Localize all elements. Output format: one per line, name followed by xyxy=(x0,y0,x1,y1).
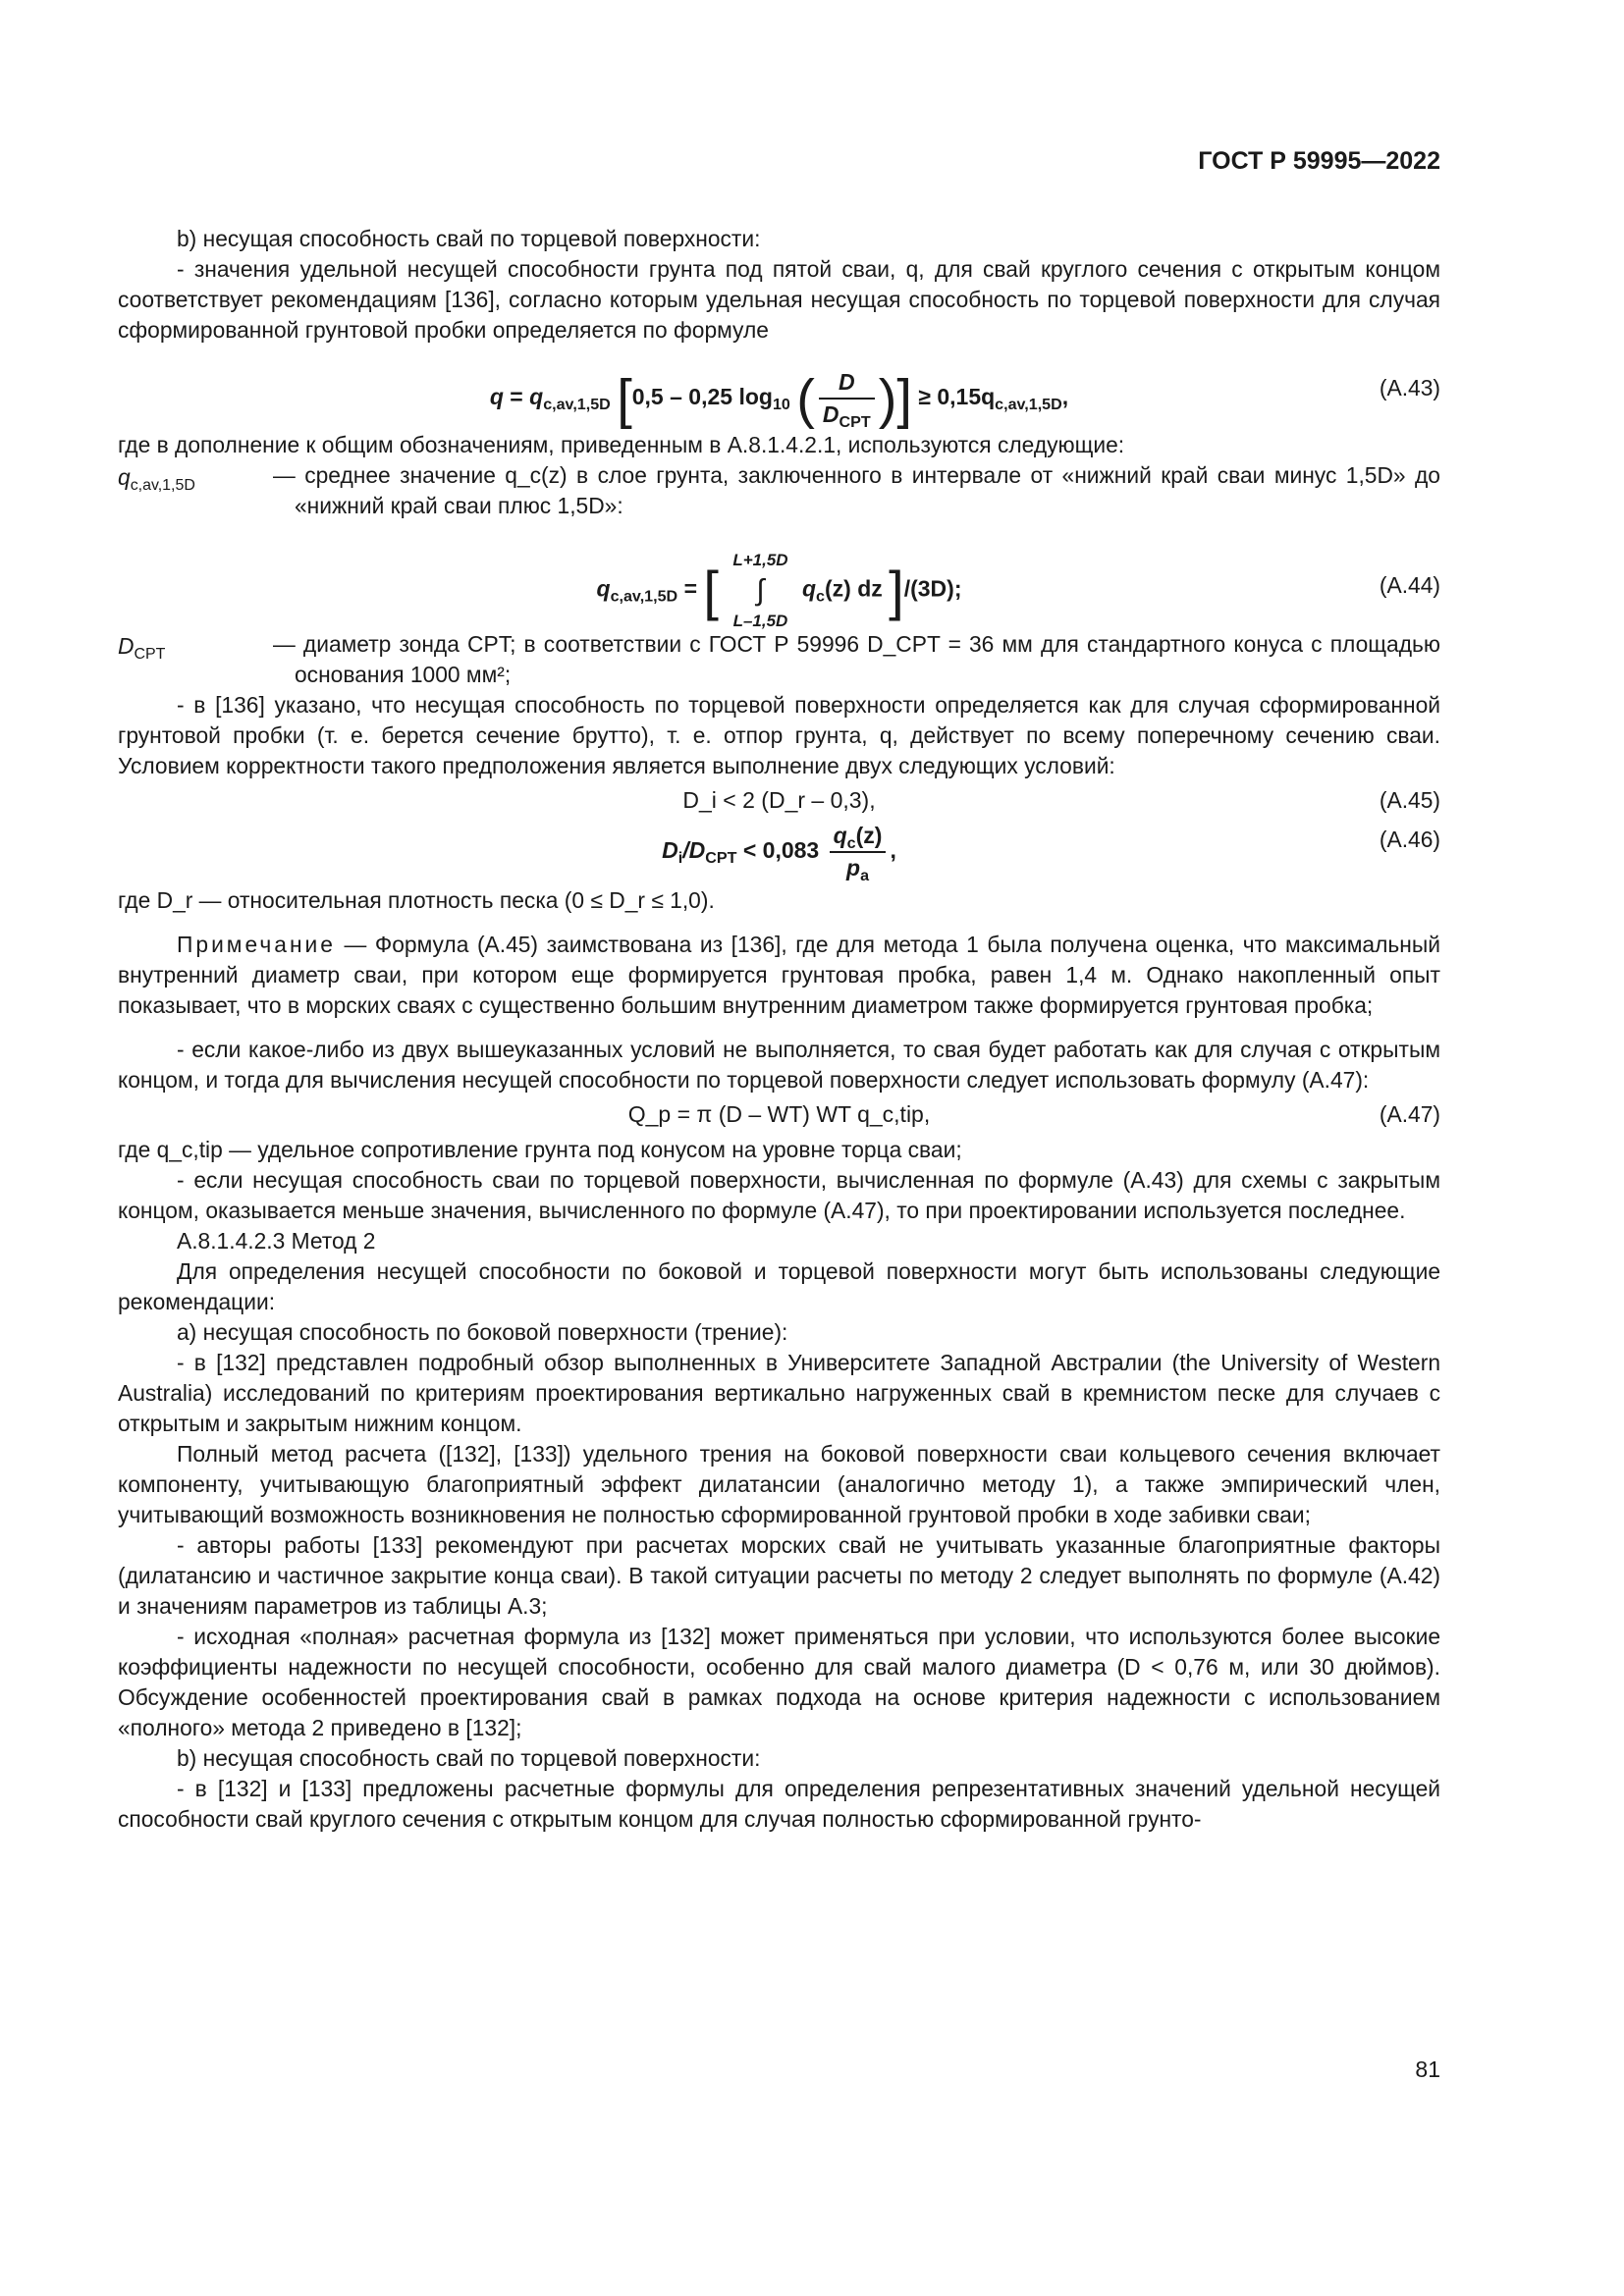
formula-expression: Q_p = π (D – WT) WT q_c,tip, xyxy=(627,1101,931,1127)
document-code-header: ГОСТ Р 59995—2022 xyxy=(1198,147,1440,175)
page-number: 81 xyxy=(1415,2056,1440,2082)
paragraph: - авторы работы [133] рекомендуют при расчетах морских свай не учитывать указанные благоприятные факторы (дилатансию и частичное закрытие конца сваи). В такой ситуации расчеты по методу 2 следует выполнять по формуле (А.42) и значениям параметров из таблицы А.3; xyxy=(118,1532,1440,1619)
paragraph: Полный метод расчета ([132], [133]) удельного трения на боковой поверхности сваи кольцевого сечения включает компоненту, учитывающую благоприятный эффект дилатансии (аналогично методу 1), а также эмпирический член, учитывающий возможность возникновения не полностью сформированной грунтовой пробки в ходе забивки сваи; xyxy=(118,1441,1440,1527)
note xyxy=(118,930,1440,1021)
paragraph: - в [132] представлен подробный обзор выполненных в Университете Западной Австралии (the University of Western Australia) исследований по критериям проектирования вертикально нагруженных свай в кремнистом песке для случаев с открытым и закрытым нижним концом. xyxy=(118,1350,1440,1436)
formula-a43 xyxy=(118,355,1440,431)
paragraph: где q_c,tip — удельное сопротивление грунта под конусом на уровне торца сваи; xyxy=(118,1137,962,1162)
formula-a46 xyxy=(118,821,1440,884)
paragraph: а) несущая способность по боковой поверхности (трение): xyxy=(177,1319,788,1345)
definition-symbol: $q_{c,av,1,5D}$ xyxy=(118,464,195,494)
paragraph: - если несущая способность сваи по торцевой поверхности, вычисленная по формуле (А.43) для схемы с закрытым концом, оказывается меньше значения, вычисленного по формуле (А.47), то при проектировании используется последнее. xyxy=(118,1167,1440,1223)
paragraph: - значения удельной несущей способности грунта под пятой сваи, q, для свай круглого сечения с открытым концом соответствует рекомендациям [136], согласно которым удельная несущая способность по торцевой поверхности для случая сформированной грунтовой пробки определяется по формуле xyxy=(118,256,1440,343)
formula-expression: $q = q_{c,av,1,5D}$ [0,5 – 0,25 $\log_{10}$ ( $\frac{D}{D_{CPT}}$ )] ≥ $0,15q_{c,av,1,5D}$, xyxy=(489,367,1069,431)
definition-row xyxy=(118,629,1440,690)
paragraph: - исходная «полная» расчетная формула из [132] может применяться при условии, что используются более высокие коэффициенты надежности по несущей способности, особенно для свай малого диаметра (D < 0,76 м, или 30 дюймов). Обсуждение особенностей проектирования свай в рамках подхода на основе критерия надежности с использованием «полного» метода 2 приведено в [132]; xyxy=(118,1624,1440,1740)
paragraph: b) несущая способность свай по торцевой поверхности: xyxy=(177,1745,761,1771)
note-heading: Примечание xyxy=(177,932,336,957)
formula-number: (А.47) xyxy=(1379,1101,1440,1127)
formula-a44 xyxy=(118,531,1440,630)
definition-text: — диаметр зонда CPT; в соответствии с ГОСТ Р 59996 D_CPT = 36 мм для стандартного конуса с площадью основания 1000 мм²; xyxy=(273,631,1440,687)
paragraph: где D_r — относительная плотность песка (0 ≤ D_r ≤ 1,0). xyxy=(118,887,715,913)
formula-expression: D_i < 2 (D_r – 0,3), xyxy=(682,787,876,813)
definition-symbol: $D_{CPT}$ xyxy=(118,633,166,663)
definition-text: — среднее значение q_c(z) в слое грунта, заключенного в интервале от «нижний край сваи минус 1,5D» до «нижний край сваи плюс 1,5D»: xyxy=(273,462,1440,518)
note-body: — Формула (А.45) заимствована из [136], где для метода 1 была получена оценка, что максимальный внутренний диаметр сваи, при котором еще формируется грунтовая пробка, равен 1,4 м. Однако накопленный опыт показывает, что в морских сваях с существенно большим внутренним диаметром также формируется грунтовая пробка; xyxy=(118,932,1440,1018)
formula-number: (А.45) xyxy=(1379,787,1440,813)
section-heading: А.8.1.4.2.3 Метод 2 xyxy=(177,1228,376,1254)
paragraph: b) несущая способность свай по торцевой поверхности: xyxy=(177,226,761,251)
page-body xyxy=(118,224,1440,1835)
definition-row xyxy=(118,460,1440,521)
formula-expression: $q_{c,av,1,5D}$ = [ L+1,5D ∫ L–1,5D $q_c(z)$ dz ]/(3D); xyxy=(596,551,962,630)
paragraph: - в [136] указано, что несущая способность по торцевой поверхности определяется как для случая сформированной грунтовой пробки (т. е. берется сечение брутто), т. е. отпор грунта, q, действует по всему поперечному сечению сваи. Условием корректности такого предположения является выполнение двух следующих условий: xyxy=(118,692,1440,778)
formula-a45 xyxy=(118,785,1440,819)
formula-a47 xyxy=(118,1099,1440,1133)
paragraph: Для определения несущей способности по боковой и торцевой поверхности могут быть использованы следующие рекомендации: xyxy=(118,1258,1440,1314)
formula-number: (А.46) xyxy=(1379,827,1440,852)
paragraph: где в дополнение к общим обозначениям, приведенным в А.8.1.4.2.1, используются следующие: xyxy=(118,432,1125,457)
formula-number: (А.44) xyxy=(1379,572,1440,598)
paragraph: - если какое-либо из двух вышеуказанных условий не выполняется, то свая будет работать как для случая с открытым концом, и тогда для вычисления несущей способности по торцевой поверхности следует использовать формулу (А.47): xyxy=(118,1037,1440,1093)
formula-number: (А.43) xyxy=(1379,375,1440,400)
paragraph: - в [132] и [133] предложены расчетные формулы для определения репрезентативных значений удельной несущей способности свай круглого сечения с открытым концом для случая полностью сформированной грунто- xyxy=(118,1776,1440,1832)
formula-expression: $D_i/D_{CPT} < 0,083$ $\frac{q_c(z)}{p_a}$ , xyxy=(662,823,896,884)
